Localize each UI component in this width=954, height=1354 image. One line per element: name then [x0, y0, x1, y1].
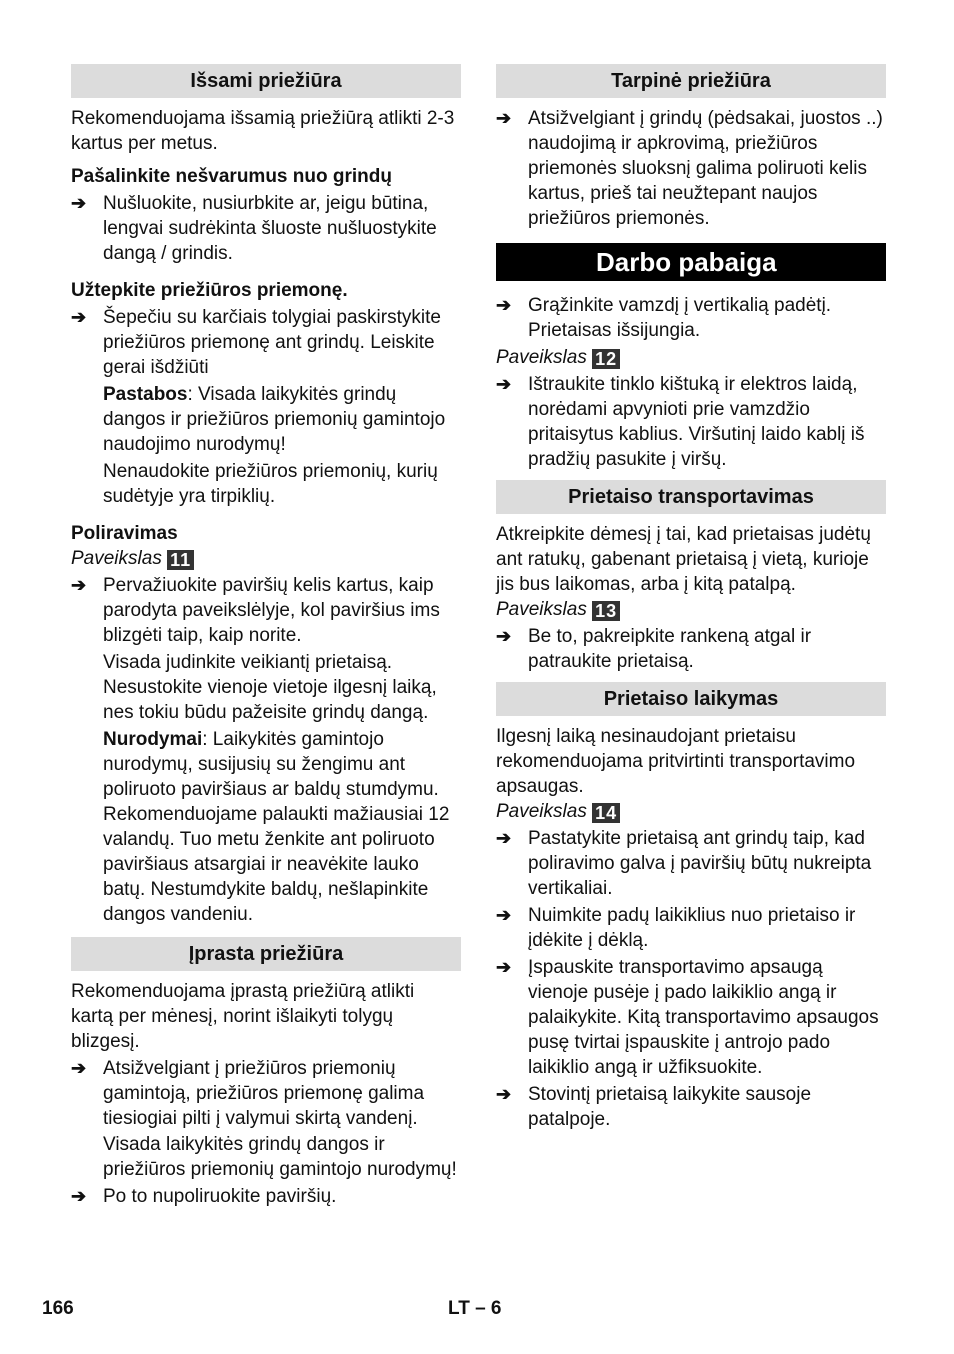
- figure-number-badge: 14: [592, 803, 620, 823]
- list-item-text: Atsižvelgiant į priežiūros priemonių gamintoją, priežiūros priemonę galima tiesiogiai pilti į valymui skirtą vandenį.: [103, 1058, 425, 1129]
- note-label: Pastabos: [103, 384, 188, 405]
- list-item: [496, 826, 886, 901]
- list-item-text: Atsižvelgiant į grindų (pėdsakai, juostos ..) naudojimą ir apkrovimą, priežiūros priemonės sluoksnį galima poliruoti kelis kartus, prieš tai neužtepant naujos priežiūros priemonės.: [528, 108, 883, 229]
- list-item: [496, 624, 886, 674]
- subheading: Poliravimas: [71, 523, 178, 544]
- list-item-text: Be to, pakreipkite rankeną atgal ir patraukite prietaisą.: [528, 626, 812, 672]
- paragraph: Visada judinkite veikiantį prietaisą. Nesustokite vienoje vietoje ilgesnį laiką, nes tokiu būdu pažeisite grindų dangą.: [103, 652, 437, 723]
- list-item: [496, 903, 886, 953]
- list-item-text: Stovintį prietaisą laikykite sausoje patalpoje.: [528, 1084, 812, 1130]
- heading-issami-prieziura: Išsami priežiūra: [71, 64, 461, 98]
- arrow-right-icon: ➔: [71, 1186, 87, 1206]
- figure-number-badge: 13: [592, 601, 620, 621]
- list-item: [496, 1082, 886, 1132]
- heading-darbo-pabaiga: Darbo pabaiga: [496, 243, 886, 281]
- language-page-label: LT – 6: [448, 1298, 502, 1319]
- list-item: [71, 573, 461, 648]
- arrow-right-icon: ➔: [496, 108, 512, 128]
- heading-tarpine-prieziura: Tarpinė priežiūra: [496, 64, 886, 98]
- note-text: : Visada laikykitės grindų dangos ir priežiūros priemonių gamintojo naudojimo nurodymų!: [103, 384, 446, 455]
- arrow-right-icon: ➔: [71, 1058, 87, 1078]
- paragraph: Rekomenduojama išsamią priežiūrą atlikti 2-3 kartus per metus.: [71, 108, 455, 154]
- note-paragraph: Nenaudokite priežiūros priemonių, kurių sudėtyje yra tirpiklių.: [103, 461, 438, 507]
- arrow-right-icon: ➔: [71, 193, 87, 213]
- list-item-text: Grąžinkite vamzdį į vertikalią padėtį. Prietaisas išsijungia.: [528, 295, 832, 341]
- list-item: [71, 1184, 461, 1209]
- figure-number-badge: 11: [167, 550, 194, 570]
- list-item: [71, 191, 461, 266]
- hint-label: Nurodymai: [103, 729, 203, 750]
- heading-prietaiso-laikymas: Prietaiso laikymas: [496, 682, 886, 716]
- list-item: [496, 372, 886, 472]
- list-item: [71, 1056, 461, 1131]
- arrow-right-icon: ➔: [496, 828, 512, 848]
- list-item: [71, 305, 461, 380]
- page-number: 166: [42, 1298, 74, 1319]
- figure-number-badge: 12: [592, 349, 620, 369]
- list-item-text: Įspauskite transportavimo apsaugą vienoje pusėje į pado laikiklio angą ir palaikykite. Kitą transportavimo apsaugos pusę tvirtai įspauskite į antrojo pado laikiklio angą ir užfiksuokite.: [528, 957, 879, 1078]
- figure-reference: [71, 546, 461, 571]
- arrow-right-icon: ➔: [496, 957, 512, 977]
- hint-text: : Laikykitės gamintojo nurodymų, susijusių su žengimu ant poliruoto paviršiaus ar baldų stumdymu. Rekomenduojame palaukti mažiausiai 12 valandų. Tuo metu ženkite ant poliruoto paviršiaus atsargiai ir neavėkite lauko batų. Nestumdykite baldų, nešlapinkite dangos vandeniu.: [103, 729, 450, 925]
- arrow-right-icon: ➔: [71, 575, 87, 595]
- list-item-text: Ištraukite tinklo kištuką ir elektros laidą, norėdami apvynioti prie vamzdžio pritaisytus kablius. Viršutinį laido kablį iš pradžių pasukite į viršų.: [528, 374, 865, 470]
- paragraph: Ilgesnį laiką nesinaudojant prietaisu rekomenduojama pritvirtinti transportavimo apsaugas.: [496, 726, 856, 797]
- arrow-right-icon: ➔: [496, 626, 512, 646]
- right-column: [496, 64, 886, 1132]
- paragraph: Rekomenduojama įprastą priežiūrą atlikti kartą per mėnesį, norint išlaikyti tolygų blizgesį.: [71, 981, 415, 1052]
- paragraph: Visada laikykitės grindų dangos ir priežiūros priemonių gamintojo nurodymų!: [103, 1134, 457, 1180]
- heading-prietaiso-transportavimas: Prietaiso transportavimas: [496, 480, 886, 514]
- figure-reference: [496, 799, 886, 824]
- arrow-right-icon: ➔: [496, 1084, 512, 1104]
- figure-label: Paveikslas: [71, 548, 162, 569]
- list-item-text: Nuimkite padų laikiklius nuo prietaiso ir įdėkite į dėklą.: [528, 905, 856, 951]
- figure-label: Paveikslas: [496, 801, 587, 822]
- arrow-right-icon: ➔: [496, 295, 512, 315]
- list-item-text: Nušluokite, nusiurbkite ar, jeigu būtina, lengvai sudrėkinta šluoste nušluostykite dangą / grindis.: [103, 193, 437, 264]
- arrow-right-icon: ➔: [496, 374, 512, 394]
- figure-label: Paveikslas: [496, 347, 587, 368]
- list-item: [496, 955, 886, 1080]
- note-paragraph: [71, 382, 461, 457]
- subheading: Pašalinkite nešvarumus nuo grindų: [71, 166, 392, 187]
- subheading: Užtepkite priežiūros priemonę.: [71, 280, 348, 301]
- arrow-right-icon: ➔: [71, 307, 87, 327]
- paragraph: Atkreipkite dėmesį į tai, kad prietaisas judėtų ant ratukų, gabenant prietaisą į vietą, kurioje jis bus laikomas, arba į kitą patalpą.: [496, 524, 871, 595]
- list-item: [496, 293, 886, 343]
- list-item-text: Pervažiuokite paviršių kelis kartus, kaip parodyta paveikslėlyje, kol paviršius ims blizgėti taip, kaip norite.: [103, 575, 440, 646]
- figure-reference: [496, 345, 886, 370]
- list-item: [496, 106, 886, 231]
- figure-reference: [496, 597, 886, 622]
- left-column: [71, 64, 461, 1209]
- figure-label: Paveikslas: [496, 599, 587, 620]
- list-item-text: Šepečiu su karčiais tolygiai paskirstykite priežiūros priemonę ant grindų. Leiskite gerai išdžiūti: [103, 307, 441, 378]
- note-paragraph: [71, 727, 461, 927]
- arrow-right-icon: ➔: [496, 905, 512, 925]
- heading-iprasta-prieziura: Įprasta priežiūra: [71, 937, 461, 971]
- list-item-text: Pastatykite prietaisą ant grindų taip, kad poliravimo galva į paviršių būtų nukreipta vertikaliai.: [528, 828, 872, 899]
- list-item-text: Po to nupoliruokite paviršių.: [103, 1186, 337, 1207]
